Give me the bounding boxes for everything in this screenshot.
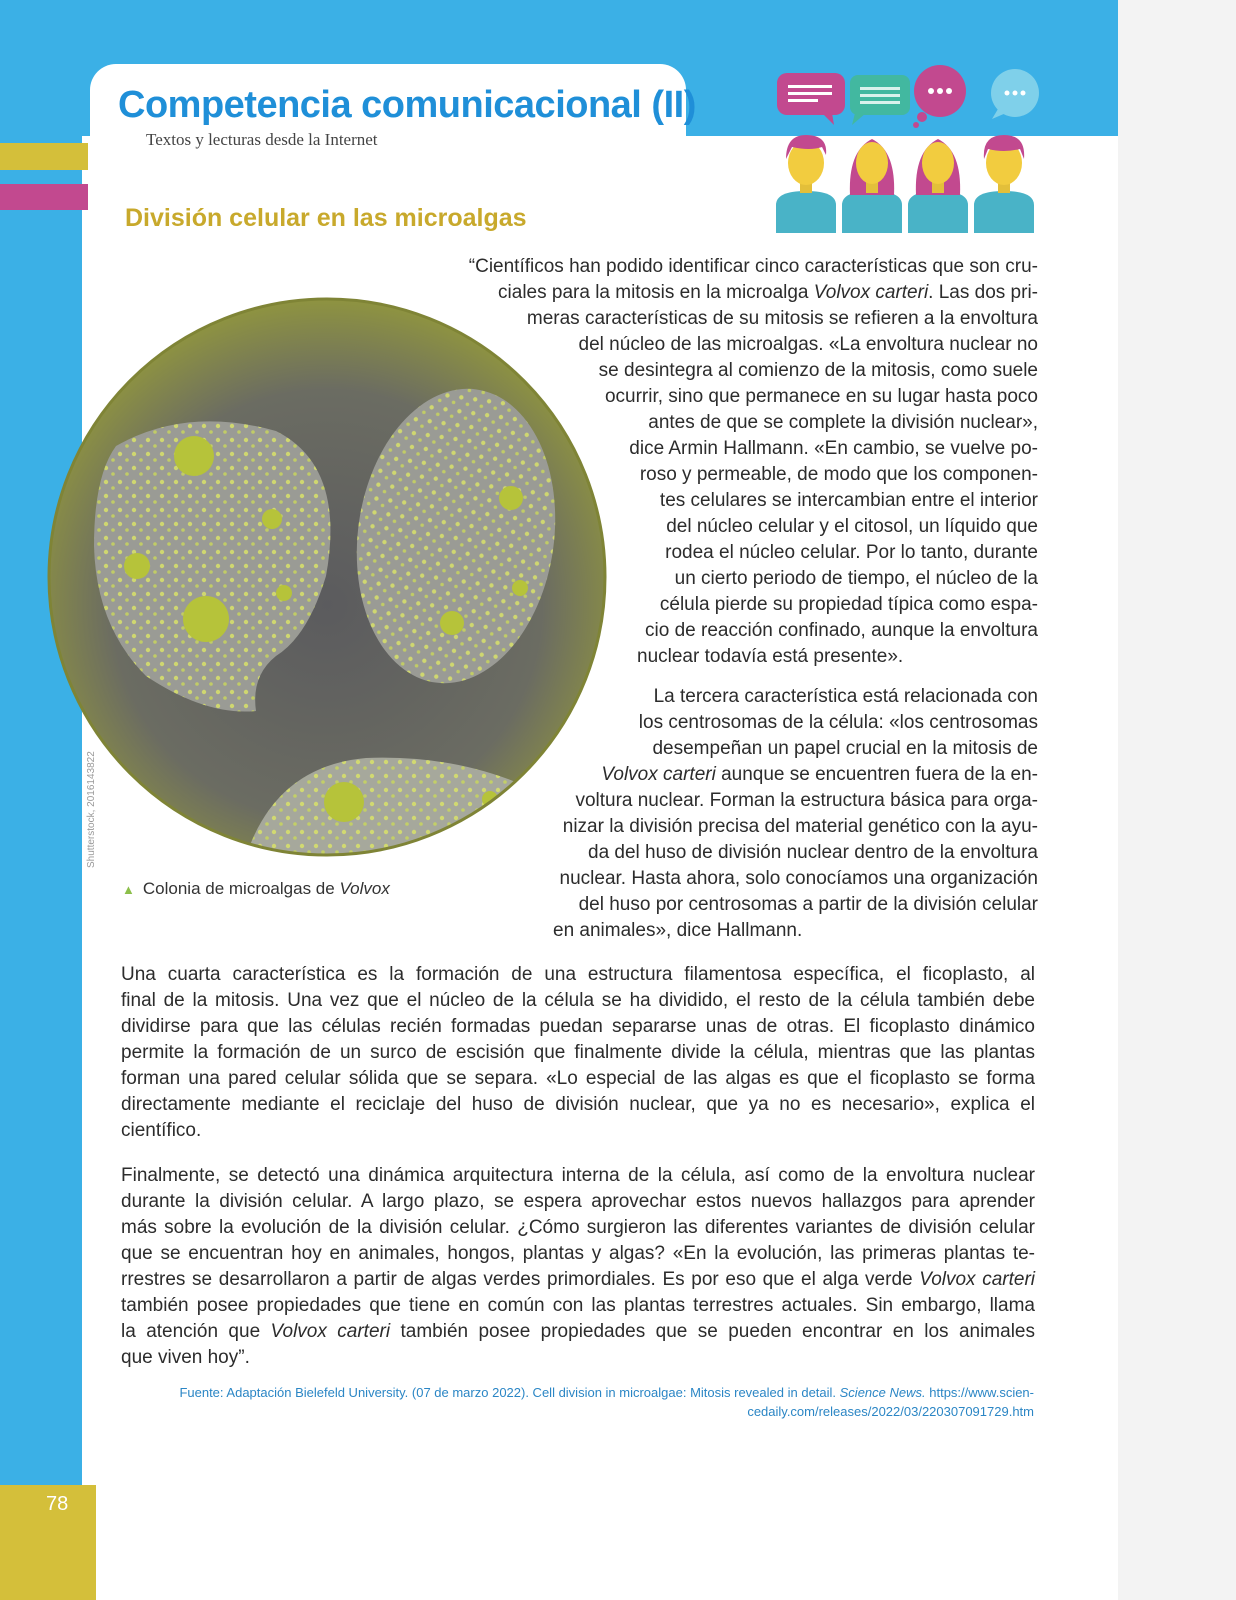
text-line: ocurrir, sino que permanece en su lugar hasta poco	[604, 386, 1038, 407]
text-line: voltura nuclear. Forman la estructura básica para orga-	[575, 790, 1038, 811]
text-line: se desintegra al comienzo de la mitosis, como suele	[598, 360, 1038, 381]
text-line: Finalmente, se detectó una dinámica arquitectura interna de la célula, así como de la envoltura nuclear	[121, 1165, 1035, 1186]
text-line: nizar la división precisa del material genético con la ayu-	[562, 816, 1038, 837]
page-title: Competencia comunicacional (II)	[118, 84, 696, 126]
text-line: forman una pared celular sólida que se separa. «Lo especial de las algas es que el ficoplasto se forma	[121, 1068, 1035, 1089]
text-line: roso y permeable, de modo que los componen-	[639, 464, 1038, 485]
text-line: en animales», dice Hallmann.	[553, 920, 803, 941]
text-line: rodea el núcleo celular. Por lo tanto, durante	[665, 542, 1038, 563]
communication-people-illustration	[770, 55, 1045, 233]
text-line: durante la división celular. A largo plazo, se espera aprovechar estos nuevos hallazgos para aprender	[121, 1191, 1035, 1212]
text-line: Una cuarta característica es la formación de una estructura filamentosa específica, el ficoplasto, al	[121, 964, 1035, 985]
image-credit: Shutterstock, 2016143822	[86, 751, 97, 868]
chat-bubble-blue-icon	[991, 69, 1039, 119]
text-line: La tercera característica está relacionada con	[653, 686, 1038, 707]
chat-bubble-green-icon	[850, 75, 910, 125]
text-line: más sobre la evolución de la división celular. ¿Cómo surgieron las diferentes variantes de división celular	[121, 1217, 1035, 1238]
image-caption: ▲ Colonia de microalgas de Volvox	[122, 879, 390, 898]
text-line: antes de que se complete la división nuclear»,	[648, 412, 1038, 433]
text-line: la atención que Volvox carteri también posee propiedades que se pueden encontrar en los animales	[121, 1321, 1035, 1342]
side-tab-yellow	[0, 143, 88, 170]
text-line: del núcleo de las microalgas. «La envoltura nuclear no	[578, 334, 1038, 355]
text-line: directamente mediante el reciclaje del huso de división nuclear, que ya no es necesario», explica el	[121, 1094, 1035, 1115]
person-icon	[842, 139, 902, 233]
text-line: dice Armin Hallmann. «En cambio, se vuelve po-	[629, 438, 1038, 459]
section-title: División celular en las microalgas	[125, 204, 527, 232]
text-line: que viven hoy”.	[121, 1347, 250, 1368]
text-line: un cierto periodo de tiempo, el núcleo de la	[674, 568, 1038, 589]
text-line: tes celulares se intercambian entre el interior	[659, 490, 1038, 511]
text-line: también posee propiedades que tiene en común con las plantas terrestres actuales. Sin embargo, llama	[121, 1295, 1035, 1316]
source-citation: Fuente: Adaptación Bielefeld University. (07 de marzo 2022). Cell division in microalgae: Mitosis revealed in detail. Science News. https://www.scien-	[179, 1385, 1034, 1400]
text-line: dividirse para que las células recién formadas puedan separarse unas de otras. El ficoplasto dinámico	[121, 1016, 1035, 1037]
page-subtitle: Textos y lecturas desde la Internet	[146, 130, 378, 149]
text-line: científico.	[121, 1120, 202, 1141]
text-line: nuclear. Hasta ahora, solo conocíamos una organización	[559, 868, 1038, 889]
person-icon	[908, 139, 968, 233]
source-url: cedaily.com/releases/2022/03/220307091729.htm	[747, 1404, 1034, 1419]
text-line: célula pierde su propiedad típica como espa-	[659, 594, 1038, 615]
text-line: desempeñan un papel crucial en la mitosis de	[652, 738, 1038, 759]
person-icon	[974, 135, 1034, 233]
text-line: los centrosomas de la célula: «los centrosomas	[638, 712, 1038, 733]
text-line: cio de reacción confinado, aunque la envoltura	[645, 620, 1038, 641]
chat-bubble-magenta-icon	[777, 73, 845, 125]
text-line: meras características de su mitosis se refieren a la envoltura	[526, 308, 1038, 329]
text-line: permite la formación de un surco de escisión que finalmente divide la célula, mientras que las plantas	[121, 1042, 1035, 1063]
text-line: ciales para la mitosis en la microalga Volvox carteri. Las dos pri-	[498, 282, 1038, 303]
text-line: Volvox carteri aunque se encuentren fuera de la en-	[601, 764, 1038, 785]
text-line: da del huso de división nuclear dentro de la envoltura	[588, 842, 1038, 863]
text-line: que se encuentran hoy en animales, hongos, plantas y algas? «En la evolución, las primeras plantas te-	[121, 1243, 1035, 1264]
thought-bubble-magenta-icon	[913, 65, 966, 128]
text-line: rrestres se desarrollaron a partir de algas verdes primordiales. Es por eso que el alga verde Volvox carteri	[121, 1269, 1035, 1290]
microalgae-colony-illustration	[46, 296, 608, 858]
text-line: nuclear todavía está presente».	[637, 646, 904, 667]
text-line: del núcleo celular y el citosol, un líquido que	[666, 516, 1038, 537]
text-line: final de la mitosis. Una vez que el núcleo de la célula se ha dividido, el resto de la célula también debe	[121, 990, 1035, 1011]
page-number: 78	[46, 1493, 69, 1515]
person-icon	[776, 135, 836, 233]
page-edge	[1118, 0, 1236, 1600]
text-line: “Científicos han podido identificar cinco características que son cru-	[468, 256, 1038, 277]
text-line: del huso por centrosomas a partir de la división celular	[578, 894, 1038, 915]
triangle-icon: ▲	[122, 882, 135, 897]
side-tab-magenta	[0, 184, 88, 210]
